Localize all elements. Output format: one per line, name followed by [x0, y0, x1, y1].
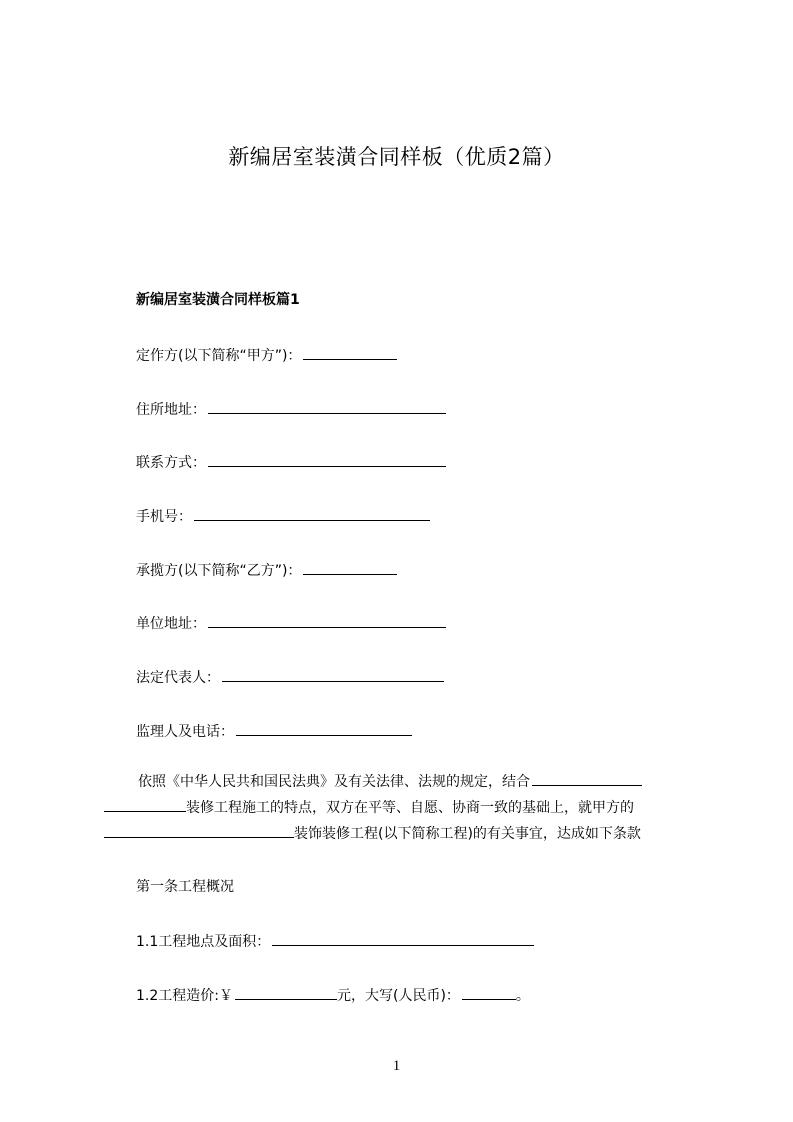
blank-line: [104, 823, 294, 838]
item-label: 1.1工程地点及面积：: [136, 934, 271, 950]
blank-line: [532, 771, 642, 786]
item-label: 1.2工程造价:￥: [136, 988, 233, 1004]
field-label: 手机号：: [136, 509, 192, 525]
intro-paragraph: [104, 771, 700, 841]
field-label: 单位地址：: [136, 616, 206, 632]
document-title: 新编居室装潢合同样板（优质2篇）: [228, 145, 565, 169]
field-label: 联系方式：: [136, 455, 206, 471]
article-item-1: [136, 931, 534, 952]
paragraph-text: 装修工程施工的特点，双方在平等、自愿、协商一致的基础上，就甲方的: [186, 800, 634, 816]
blank-line: [222, 667, 444, 682]
blank-line: [272, 931, 534, 946]
item-end-mark: 。: [515, 988, 530, 1004]
paragraph-line-3: [104, 823, 641, 844]
blank-line: [462, 985, 516, 1000]
page-number: 1: [392, 1058, 401, 1074]
field-label: 定作方(以下简称“甲方”)：: [136, 348, 302, 364]
item-label-rmb: 元，大写(人民币)：: [336, 988, 460, 1004]
field-unit-address: [136, 613, 446, 634]
blank-line: [236, 721, 412, 736]
blank-line: [194, 506, 430, 521]
blank-line: [303, 560, 397, 575]
blank-line: [104, 797, 186, 812]
field-contact: [136, 452, 446, 473]
blank-line: [208, 452, 446, 467]
blank-line: [208, 399, 446, 414]
blank-line: [303, 345, 397, 360]
paragraph-text: 依照《中华人民共和国民法典》及有关法律、法规的规定，结合: [138, 774, 530, 790]
field-party-b: [136, 560, 397, 581]
blank-line: [235, 985, 337, 1000]
field-legal-rep: [136, 667, 444, 688]
paragraph-line-2: [104, 797, 634, 818]
field-label: 住所地址：: [136, 402, 206, 418]
field-party-a: [136, 345, 397, 366]
blank-line: [208, 613, 446, 628]
field-label: 承揽方(以下简称“乙方”)：: [136, 563, 302, 579]
section-heading: 新编居室装潢合同样板篇1: [136, 292, 300, 308]
article-item-2: [136, 985, 530, 1006]
field-address: [136, 399, 446, 420]
field-supervisor: [136, 721, 412, 742]
paragraph-line-1: [138, 771, 642, 792]
field-label: 法定代表人：: [136, 670, 220, 686]
paragraph-text: 装饰装修工程(以下简称工程)的有关事宜，达成如下条款: [294, 826, 641, 842]
field-phone: [136, 506, 430, 527]
field-label: 监理人及电话：: [136, 724, 234, 740]
article-heading: 第一条工程概况: [136, 879, 234, 895]
